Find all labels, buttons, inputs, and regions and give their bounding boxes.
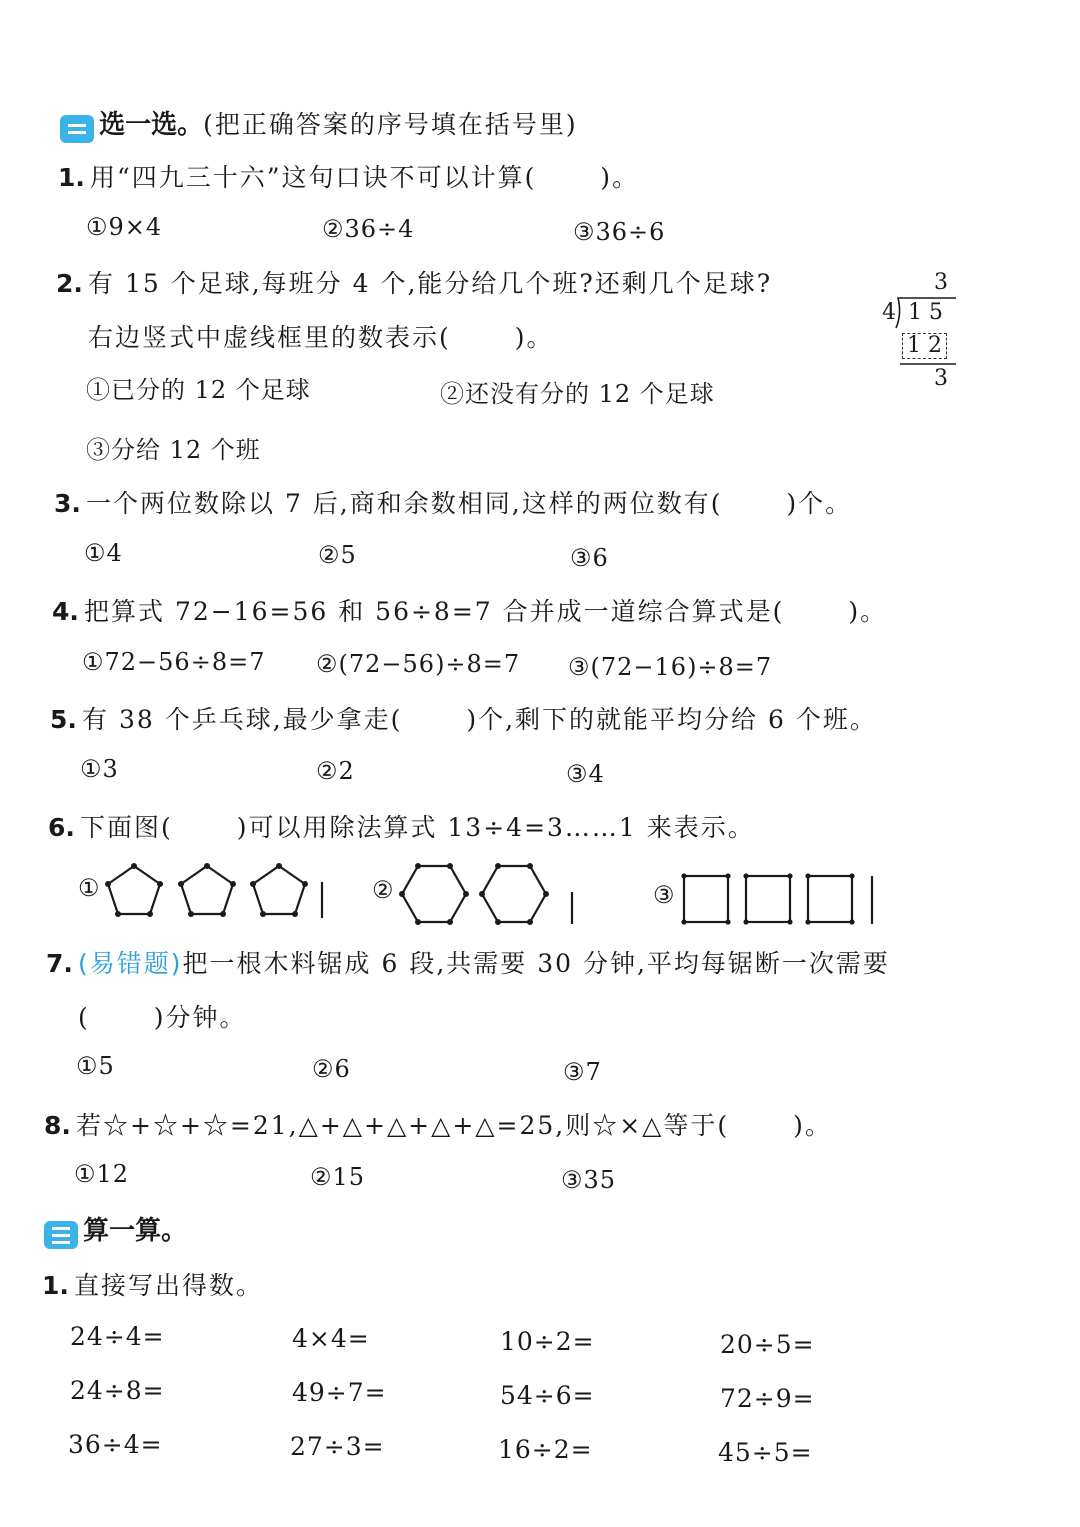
calc-item[interactable]: 20÷5= <box>720 1330 815 1359</box>
question-number: 1. <box>42 1271 69 1300</box>
calc-item[interactable]: 24÷4= <box>70 1322 165 1351</box>
question-number: 2. <box>56 269 83 298</box>
question-5 <box>50 700 877 736</box>
square-icon <box>684 876 728 922</box>
division-quotient: 3 <box>934 270 948 295</box>
option[interactable]: ③分给 12 个班 <box>86 436 261 464</box>
question-number: 3. <box>54 489 81 518</box>
question-number: 8. <box>44 1111 71 1140</box>
question-4 <box>52 592 887 628</box>
pentagon-icon <box>108 866 160 914</box>
option[interactable]: ②还没有分的 12 个足球 <box>440 380 715 408</box>
question-text: 把算式 72−16=56 和 56÷8=7 合并成一道综合算式是( )。 <box>84 597 888 626</box>
option[interactable]: ①4 <box>84 539 123 567</box>
section-2-header <box>60 104 578 143</box>
question-number: 5. <box>50 705 77 734</box>
section-3-title: 算一算。 <box>83 1216 188 1246</box>
option[interactable]: ③36÷6 <box>573 218 666 246</box>
square-icon <box>808 876 852 922</box>
question-text: 直接写出得数。 <box>74 1271 264 1300</box>
option[interactable]: ②6 <box>312 1055 351 1083</box>
calc-item[interactable]: 54÷6= <box>500 1381 595 1410</box>
pentagon-icon <box>253 866 305 914</box>
option[interactable]: ①5 <box>76 1052 115 1080</box>
question-3 <box>54 484 852 520</box>
calc-item[interactable]: 72÷9= <box>720 1384 815 1413</box>
division-line-icon <box>900 362 958 366</box>
question-text-line2: 右边竖式中虚线框里的数表示( )。 <box>88 323 554 352</box>
section-2-title: 选一选。 <box>99 110 204 140</box>
question-text-line1: 把一根木料锯成 6 段,共需要 30 分钟,平均每锯断一次需要 <box>182 949 890 978</box>
question-number: 4. <box>52 597 79 626</box>
pentagon-icon <box>181 866 233 914</box>
question-2 <box>56 264 772 300</box>
option[interactable]: ②36÷4 <box>322 215 415 243</box>
option-label[interactable]: ③ <box>653 881 676 909</box>
question-8 <box>44 1106 832 1142</box>
option[interactable]: ③6 <box>570 544 609 572</box>
figure-pentagons[interactable] <box>100 860 340 924</box>
figure-hexagons[interactable] <box>398 860 588 928</box>
long-division <box>880 270 960 400</box>
section-3-header <box>44 1210 187 1249</box>
calc-item[interactable]: 36÷4= <box>68 1430 163 1459</box>
question-text-line2: ( )分钟。 <box>78 1003 247 1032</box>
option[interactable]: ①3 <box>80 755 119 783</box>
option[interactable]: ②2 <box>316 757 355 785</box>
question-7 <box>46 944 890 980</box>
option[interactable]: ③35 <box>561 1166 617 1194</box>
calc-item[interactable]: 27÷3= <box>290 1432 385 1461</box>
question-text-line1: 有 15 个足球,每班分 4 个,能分给几个班?还剩几个足球? <box>88 269 773 298</box>
option-label[interactable]: ② <box>372 876 395 904</box>
option[interactable]: ②(72−56)÷8=7 <box>316 650 521 678</box>
section-badge-3-icon <box>44 1221 78 1249</box>
question-text: 若☆+☆+☆=21,△+△+△+△+△=25,则☆×△等于( )。 <box>76 1111 832 1140</box>
division-remainder: 3 <box>934 366 948 391</box>
error-prone-tag: (易错题) <box>78 949 183 978</box>
calc-item[interactable]: 10÷2= <box>500 1327 595 1356</box>
question-text: 用“四九三十六”这句口诀不可以计算( )。 <box>90 163 640 192</box>
question-number: 1. <box>58 163 85 192</box>
option[interactable]: ③4 <box>566 760 605 788</box>
option[interactable]: ②5 <box>318 541 357 569</box>
calc-item[interactable]: 49÷7= <box>292 1378 387 1407</box>
question-number: 7. <box>46 949 73 978</box>
section-2-subtitle: (把正确答案的序号填在括号里) <box>203 110 578 139</box>
option[interactable]: ③7 <box>563 1058 602 1086</box>
calc-item[interactable]: 4×4= <box>292 1324 370 1353</box>
calc-question-1 <box>42 1266 263 1302</box>
division-divisor: 4 <box>882 300 896 325</box>
question-text: 下面图( )可以用除法算式 13÷4=3……1 来表示。 <box>80 813 755 842</box>
option-label[interactable]: ① <box>78 874 101 902</box>
option[interactable]: ①已分的 12 个足球 <box>86 376 311 404</box>
question-number: 6. <box>48 813 75 842</box>
option[interactable]: ①72−56÷8=7 <box>82 648 266 676</box>
option[interactable]: ①9×4 <box>86 213 163 241</box>
question-text: 有 38 个乒乓球,最少拿走( )个,剩下的就能平均分给 6 个班。 <box>82 705 877 734</box>
calc-item[interactable]: 45÷5= <box>718 1438 813 1467</box>
option[interactable]: ①12 <box>74 1160 130 1188</box>
question-text: 一个两位数除以 7 后,商和余数相同,这样的两位数有( )个。 <box>86 489 853 518</box>
figure-squares[interactable] <box>680 868 880 930</box>
calc-item[interactable]: 16÷2= <box>498 1435 593 1464</box>
option[interactable]: ②15 <box>310 1163 366 1191</box>
section-badge-2-icon <box>60 115 94 143</box>
division-product: 1 2 <box>902 333 947 359</box>
hexagon-icon <box>402 866 466 922</box>
square-icon <box>746 876 790 922</box>
question-1 <box>58 158 639 194</box>
division-dividend: 1 5 <box>908 300 943 325</box>
calc-item[interactable]: 24÷8= <box>70 1376 165 1405</box>
hexagon-icon <box>482 866 546 922</box>
option[interactable]: ③(72−16)÷8=7 <box>568 653 773 681</box>
question-6 <box>48 808 755 844</box>
